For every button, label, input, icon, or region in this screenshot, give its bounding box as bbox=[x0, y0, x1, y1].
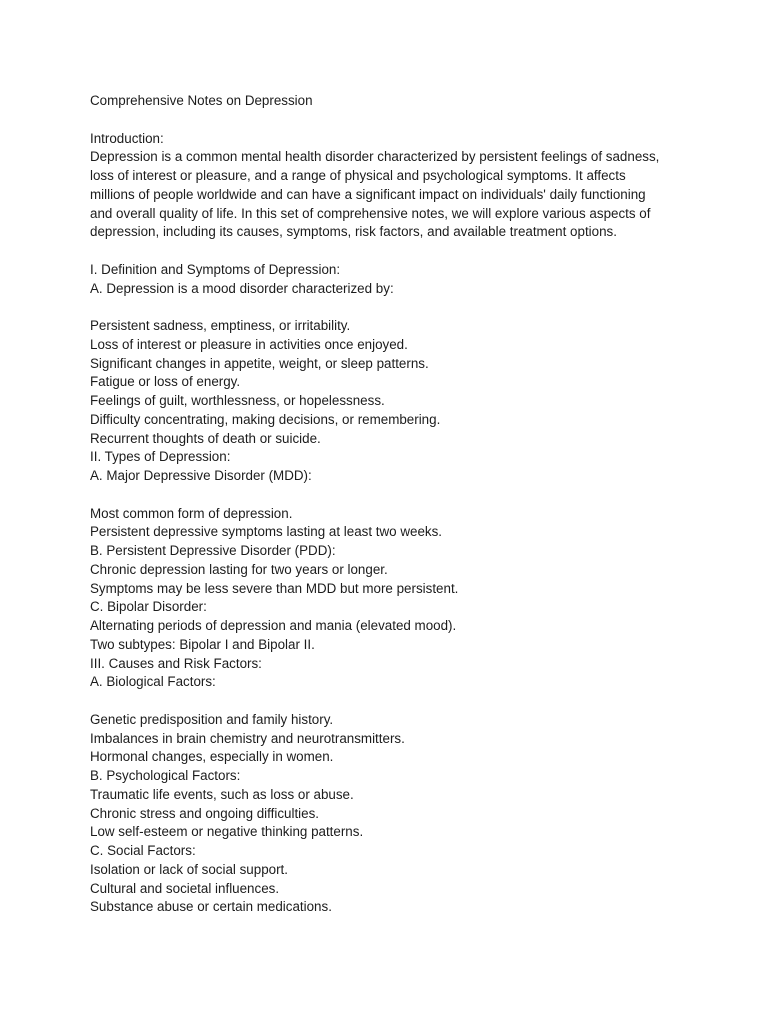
blank-line bbox=[90, 486, 690, 505]
blank-line bbox=[90, 242, 690, 261]
cause-line: Substance abuse or certain medications. bbox=[90, 899, 332, 915]
intro-heading: Introduction: bbox=[90, 130, 164, 146]
intro-line: millions of people worldwide and can have a significant impact on individuals' daily functioning bbox=[90, 186, 646, 202]
cause-line: Genetic predisposition and family history. bbox=[90, 711, 334, 727]
symptom-item: Recurrent thoughts of death or suicide. bbox=[90, 430, 321, 446]
intro-line: loss of interest or pleasure, and a range of physical and psychological symptoms. It affects bbox=[90, 168, 626, 183]
symptom-item: Difficulty concentrating, making decisions, or remembering. bbox=[90, 411, 441, 427]
type-line: Symptoms may be less severe than MDD but more persistent. bbox=[90, 580, 459, 596]
section1-subheading: A. Depression is a mood disorder characterized by: bbox=[90, 280, 394, 296]
cause-line: Chronic stress and ongoing difficulties. bbox=[90, 805, 320, 821]
intro-line: depression, including its causes, symptoms, risk factors, and available treatment options. bbox=[90, 224, 617, 240]
symptom-item: Fatigue or loss of energy. bbox=[90, 374, 241, 390]
cause-line: C. Social Factors: bbox=[90, 843, 196, 858]
symptom-item: Persistent sadness, emptiness, or irritability. bbox=[90, 318, 351, 333]
cause-line: Hormonal changes, especially in women. bbox=[90, 749, 334, 765]
cause-line: Cultural and societal influences. bbox=[90, 880, 280, 896]
type-line: B. Persistent Depressive Disorder (PDD): bbox=[90, 543, 336, 558]
blank-line bbox=[90, 111, 690, 130]
symptom-item: Significant changes in appetite, weight, or sleep patterns. bbox=[90, 355, 429, 371]
section3-heading: III. Causes and Risk Factors: bbox=[90, 655, 262, 671]
type-line: Alternating periods of depression and mania (elevated mood). bbox=[90, 618, 457, 633]
type-line: Persistent depressive symptoms lasting at least two weeks. bbox=[90, 524, 443, 540]
section3-subheading: A. Biological Factors: bbox=[90, 674, 216, 690]
section1-heading: I. Definition and Symptoms of Depression: bbox=[90, 261, 341, 277]
section2-subheading: A. Major Depressive Disorder (MDD): bbox=[90, 468, 312, 483]
blank-line bbox=[90, 692, 690, 711]
symptom-item: Loss of interest or pleasure in activities once enjoyed. bbox=[90, 336, 408, 352]
section2-heading: II. Types of Depression: bbox=[90, 449, 231, 465]
cause-line: Traumatic life events, such as loss or abuse. bbox=[90, 786, 354, 802]
document-title: Comprehensive Notes on Depression bbox=[90, 93, 313, 108]
type-line: Most common form of depression. bbox=[90, 505, 293, 521]
type-line: Chronic depression lasting for two years or longer. bbox=[90, 561, 388, 577]
symptom-item: Feelings of guilt, worthlessness, or hopelessness. bbox=[90, 393, 385, 408]
cause-line: Imbalances in brain chemistry and neurotransmitters. bbox=[90, 730, 405, 746]
intro-line: and overall quality of life. In this set of comprehensive notes, we will explore various aspects of bbox=[90, 205, 651, 221]
type-line: Two subtypes: Bipolar I and Bipolar II. bbox=[90, 636, 315, 652]
cause-line: B. Psychological Factors: bbox=[90, 768, 241, 783]
document-body bbox=[90, 92, 690, 917]
blank-line bbox=[90, 298, 690, 317]
type-line: C. Bipolar Disorder: bbox=[90, 599, 207, 615]
cause-line: Isolation or lack of social support. bbox=[90, 861, 288, 877]
intro-line: Depression is a common mental health disorder characterized by persistent feelings of sadness, bbox=[90, 149, 660, 165]
cause-line: Low self-esteem or negative thinking patterns. bbox=[90, 824, 364, 840]
